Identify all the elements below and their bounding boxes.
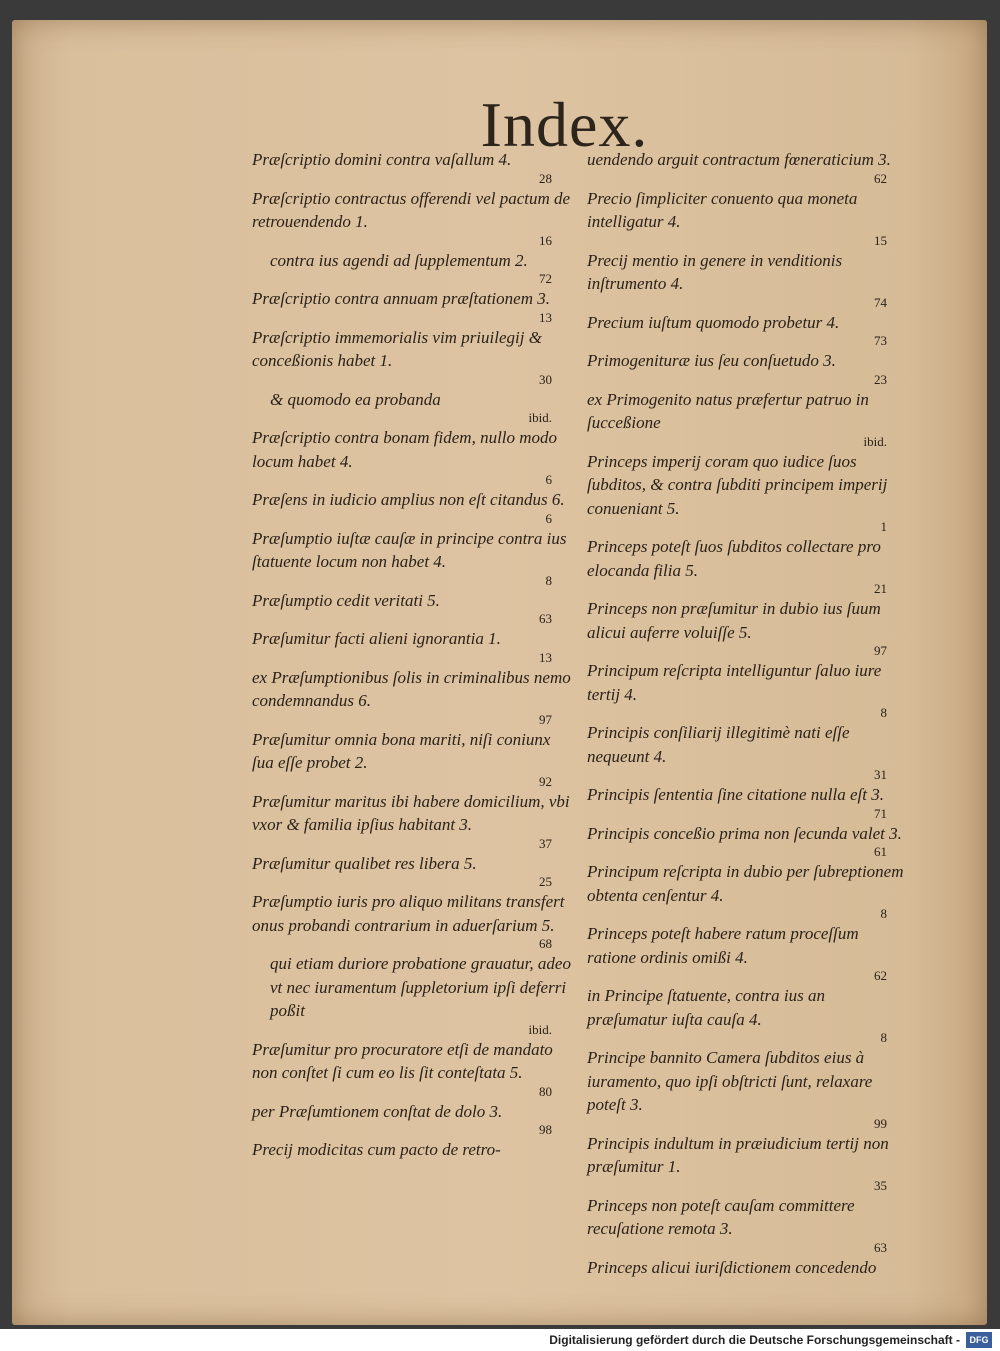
index-entry (252, 287, 572, 325)
index-entry-text: Precium iuſtum quomodo probetur 4. (587, 312, 840, 332)
index-entry-page: 21 (874, 581, 887, 596)
index-entry-text: Præſumitur facti alieni ignorantia 1. (252, 629, 501, 648)
index-entry-page: ibid. (863, 433, 887, 449)
index-entry-text: qui etiam duriore probatione grauatur, adeo vt nec iuramentum ſuppletorium ipſi deferri poßit (270, 954, 571, 1020)
footer-text: Digitalisierung gefördert durch die Deutsche Forschungsgemeinschaft - (549, 1333, 960, 1347)
index-entry-text: ex Primogenito natus præfertur patruo in ſucceßione (587, 389, 869, 432)
index-entry-page: 62 (874, 170, 887, 186)
index-entry-page: 99 (874, 1115, 887, 1131)
index-entry-text: Princeps non præſumitur in dubio ius ſuum alicui auferre voluiſſe 5. (587, 599, 881, 642)
index-entry-page: 25 (539, 874, 552, 889)
dfg-logo: DFG (966, 1332, 992, 1348)
index-entry (587, 984, 907, 1045)
index-entry-text: Precio ſimpliciter conuento qua moneta intelligatur 4. (587, 188, 858, 231)
index-entry-page: 8 (880, 705, 887, 720)
index-entry-text: Præſumptio iuſtæ cauſæ in principe contra ius ſtatuente locum non habet 4. (252, 528, 567, 571)
index-entry-page: 13 (539, 309, 552, 325)
index-entry-text: Præſumitur maritus ibi habere domicilium, vbi vxor & familia ipſius habitant 3. (252, 791, 570, 834)
index-entry-page: 8 (545, 572, 552, 588)
index-entry (252, 249, 572, 287)
index-entry (252, 326, 572, 387)
index-entry (587, 721, 907, 782)
index-entry (252, 1038, 572, 1099)
index-entry (252, 426, 572, 487)
index-entry-text: in Principe ſtatuente, contra ius an præſumatur iuſta cauſa 4. (587, 986, 825, 1029)
index-entry-text: Præſumptio iuris pro aliquo militans transfert onus probandi contrarium in aduerſarium 5. (252, 892, 565, 935)
index-entry-text: Principis conceßio prima non ſecunda valet 3. (587, 823, 902, 843)
page-title: Index. (480, 89, 649, 160)
index-entry-page: 68 (539, 936, 552, 951)
index-entry (587, 450, 907, 535)
index-entry-page: 35 (874, 1177, 887, 1193)
index-entry (587, 860, 907, 921)
index-entry-text: Præſumitur omnia bona mariti, niſi coniunx ſua eſſe probet 2. (252, 729, 551, 772)
index-entry-page: 63 (539, 611, 552, 626)
index-entry-page: 97 (539, 711, 552, 727)
index-entry (252, 666, 572, 727)
index-entry (252, 952, 572, 1037)
index-entry-page: 63 (874, 1239, 887, 1255)
digitization-credit (0, 1329, 1000, 1351)
index-entry-text: Præſcriptio domini contra vaſallum 4. (252, 150, 512, 169)
index-entry (252, 148, 572, 186)
index-entry-text: Principum reſcripta in dubio per ſubreptionem obtenta cenſentur 4. (587, 862, 904, 905)
index-entry-page: 97 (874, 643, 887, 658)
index-entry-page: 6 (545, 510, 552, 526)
index-entry-text: Principis indultum in præiudicium tertij non præſumitur 1. (587, 1133, 889, 1176)
index-entry-page: 8 (880, 1030, 887, 1045)
index-entry (587, 349, 907, 387)
index-entry-page: 8 (880, 906, 887, 921)
index-column-left (252, 148, 572, 1163)
index-entry-page: 61 (874, 844, 887, 859)
index-entry-text: ex Præſumptionibus ſolis in criminalibus nemo condemnandus 6. (252, 667, 571, 710)
index-entry-text: Primogenituræ ius ſeu conſuetudo 3. (587, 351, 836, 370)
index-entry-text: Principum reſcripta intelliguntur ſaluo iure tertij 4. (587, 661, 882, 704)
index-entry-page: 28 (539, 170, 552, 186)
index-entry (587, 1132, 907, 1193)
index-entry (252, 1138, 572, 1162)
index-entry-text: Princeps imperij coram quo iudice ſuos ſubditos, & contra ſubditi principem imperij conueniant 5. (587, 451, 888, 518)
index-entry-page: 23 (874, 371, 887, 387)
index-entry-page: 98 (539, 1122, 552, 1137)
index-entry-page: 80 (539, 1083, 552, 1099)
index-entry-text: Præſcriptio immemorialis vim priuilegij & conceßionis habet 1. (252, 327, 542, 370)
index-entry-text: Princeps poteſt habere ratum proceſſum ratione ordinis omißi 4. (587, 924, 859, 967)
manuscript-page (12, 20, 987, 1325)
index-entry-page: 15 (874, 232, 887, 248)
index-entry-page: 62 (874, 968, 887, 983)
index-entry-text: Principe bannito Camera ſubditos eius à iuramento, quo ipſi obſtricti ſunt, relaxare poteſt 3. (587, 1048, 873, 1114)
index-entry-text: Præſcriptio contra bonam fidem, nullo modo locum habet 4. (252, 428, 558, 471)
index-entry (252, 728, 572, 789)
index-entry (587, 783, 907, 821)
index-entry (587, 249, 907, 310)
index-entry (587, 187, 907, 248)
index-entry (587, 597, 907, 658)
index-entry-text: Princeps non poteſt cauſam committere recuſatione remota 3. (587, 1195, 855, 1238)
index-entry-page: 92 (539, 773, 552, 789)
index-entry (252, 627, 572, 665)
index-entry (252, 589, 572, 627)
index-entry (587, 822, 907, 860)
index-entry-page: 37 (539, 835, 552, 851)
index-entry-page: 13 (539, 649, 552, 665)
index-entry (587, 535, 907, 596)
index-entry (252, 790, 572, 851)
index-entry (252, 1100, 572, 1138)
index-entry-text: Præſumitur qualibet res libera 5. (252, 853, 477, 873)
index-entry-page: 71 (874, 805, 887, 821)
index-entry-page: ibid. (528, 410, 552, 425)
index-entry-text: Precij modicitas cum pacto de retro- (252, 1140, 501, 1159)
index-entry-text: Præſcriptio contractus offerendi vel pactum de retrouendendo 1. (252, 188, 571, 231)
index-entry (587, 659, 907, 720)
index-entry-page: 30 (539, 371, 552, 387)
index-entry-text: Princeps poteſt ſuos ſubditos collectare pro elocanda filia 5. (587, 537, 881, 580)
index-entry-page: 6 (545, 472, 552, 487)
index-entry-page: 16 (539, 232, 552, 248)
index-entry (252, 388, 572, 426)
index-entry-text: & quomodo ea probanda (270, 389, 441, 409)
index-entry-text: Principis conſiliarij illegitimè nati eſſe nequeunt 4. (587, 723, 850, 766)
index-entry (252, 187, 572, 248)
index-entry (587, 148, 907, 186)
index-entry (252, 852, 572, 890)
index-entry-text: Præſumptio cedit veritati 5. (252, 590, 440, 610)
index-entry-text: Princeps alicui iuriſdictionem concedendo (587, 1257, 877, 1277)
index-entry (587, 388, 907, 449)
index-entry (587, 922, 907, 983)
index-entry-text: Præſens in iudicio amplius non eſt citandus 6. (252, 490, 565, 509)
index-entry-text: per Præſumtionem conſtat de dolo 3. (252, 1101, 503, 1121)
index-entry (587, 1256, 907, 1280)
index-entry-page: 1 (880, 519, 887, 534)
index-entry-page: ibid. (528, 1021, 552, 1037)
index-entry (587, 311, 907, 349)
index-entry-page: 31 (874, 767, 887, 782)
index-entry (252, 890, 572, 951)
index-entry-text: Precij mentio in genere in venditionis inſtrumento 4. (587, 250, 843, 293)
index-entry-text: uendendo arguit contractum fœneraticium 3. (587, 150, 891, 169)
index-entry-text: contra ius agendi ad ſupplementum 2. (270, 250, 528, 270)
index-entry-page: 72 (539, 271, 552, 286)
index-entry (587, 1194, 907, 1255)
index-entry-text: Principis ſententia ſine citatione nulla eſt 3. (587, 785, 884, 804)
index-entry (587, 1046, 907, 1131)
index-entry-page: 74 (874, 294, 887, 310)
index-entry-text: Præſcriptio contra annuam præſtationem 3. (252, 289, 550, 308)
index-column-right (587, 148, 907, 1280)
index-entry (252, 488, 572, 526)
index-entry (252, 527, 572, 588)
index-entry-text: Præſumitur pro procuratore etſi de mandato non conſtet ſi cum eo lis ſit conteſtata 5. (252, 1039, 553, 1082)
index-entry-page: 73 (874, 333, 887, 348)
